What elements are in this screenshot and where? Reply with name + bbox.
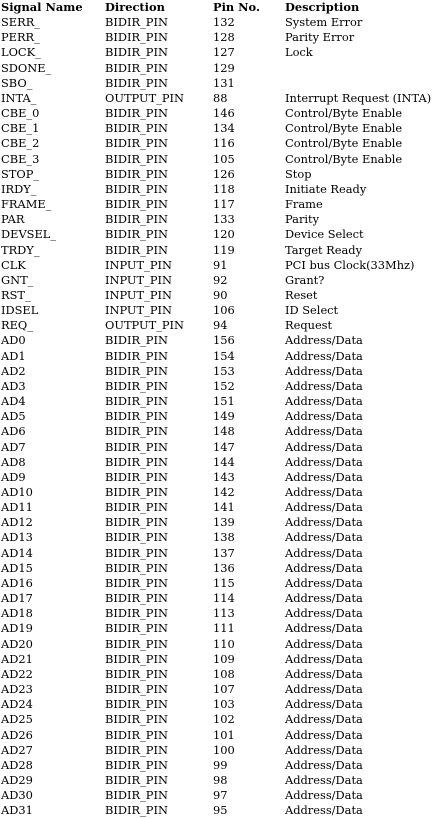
cell-description: Address/Data [285, 469, 363, 484]
cell-signal-name: RST_ [1, 287, 31, 302]
cell-description: Parity Error [285, 30, 355, 45]
cell-description: Address/Data [285, 530, 363, 545]
cell-signal-name: DEVSEL_ [1, 227, 57, 242]
cell-description: System Error [285, 15, 363, 30]
cell-signal-name: SBO_ [1, 75, 33, 90]
cell-signal-name: AD3 [1, 378, 26, 393]
cell-signal-name: AD16 [1, 575, 33, 590]
cell-pin-no: 109 [213, 651, 235, 666]
cell-description: Device Select [285, 227, 364, 242]
cell-signal-name: AD9 [1, 469, 26, 484]
cell-pin-no: 127 [213, 45, 235, 60]
cell-description: Address/Data [285, 485, 363, 499]
cell-description: Address/Data [285, 727, 363, 742]
cell-description: ID Select [285, 303, 339, 318]
cell-signal-name: AD18 [1, 606, 33, 621]
cell-direction: INPUT_PIN [105, 257, 172, 272]
table-row [1, 61, 439, 76]
cell-pin-no: 119 [213, 242, 235, 257]
cell-pin-no: 153 [213, 363, 235, 378]
cell-description: Address/Data [285, 788, 363, 803]
cell-description: Address/Data [285, 682, 363, 697]
cell-pin-no: 94 [213, 318, 228, 333]
cell-description: Address/Data [285, 591, 363, 606]
cell-direction: BIDIR_PIN [105, 803, 168, 818]
cell-pin-no: 108 [213, 666, 235, 681]
cell-pin-no: 126 [213, 166, 235, 181]
table-row [1, 318, 439, 333]
cell-description: Reset [285, 287, 318, 302]
cell-direction: BIDIR_PIN [105, 515, 168, 530]
cell-description: Address/Data [285, 394, 363, 409]
cell-direction: BIDIR_PIN [105, 151, 168, 166]
table-row [1, 243, 439, 258]
cell-signal-name: AD13 [1, 530, 33, 545]
cell-signal-name: AD21 [1, 651, 33, 666]
cell-direction: BIDIR_PIN [105, 333, 168, 348]
cell-direction: BIDIR_PIN [105, 469, 168, 484]
cell-direction: OUTPUT_PIN [105, 318, 185, 333]
cell-pin-no: 118 [213, 181, 235, 196]
table-row [1, 197, 439, 212]
cell-signal-name: AD30 [1, 788, 33, 803]
cell-direction: BIDIR_PIN [105, 697, 168, 712]
cell-pin-no: 114 [213, 591, 235, 606]
cell-signal-name: AD19 [1, 621, 33, 636]
cell-signal-name: AD23 [1, 682, 33, 697]
cell-description: Address/Data [285, 651, 363, 666]
cell-pin-no: 152 [213, 378, 235, 393]
cell-description: Address/Data [285, 636, 363, 651]
cell-description: Address/Data [285, 606, 363, 621]
cell-direction: BIDIR_PIN [105, 30, 168, 45]
cell-direction: BIDIR_PIN [105, 666, 168, 681]
cell-direction: BIDIR_PIN [105, 60, 168, 75]
cell-direction: BIDIR_PIN [105, 75, 168, 90]
cell-signal-name: IRDY_ [1, 181, 37, 196]
cell-signal-name: INTA_ [1, 90, 37, 105]
table-row [1, 485, 439, 500]
cell-signal-name: PERR_ [1, 30, 40, 45]
cell-direction: BIDIR_PIN [105, 15, 168, 30]
cell-description: Address/Data [285, 378, 363, 393]
table-row [1, 424, 439, 439]
cell-direction: BIDIR_PIN [105, 788, 168, 803]
cell-description: Address/Data [285, 454, 363, 469]
cell-direction: BIDIR_PIN [105, 181, 168, 196]
table-row [1, 30, 439, 45]
cell-direction: INPUT_PIN [105, 303, 172, 318]
cell-direction: BIDIR_PIN [105, 227, 168, 242]
table-row [1, 106, 439, 121]
cell-pin-no: 88 [213, 90, 228, 105]
cell-description: Address/Data [285, 348, 363, 363]
table-row [1, 76, 439, 91]
cell-description: Initiate Ready [285, 181, 367, 196]
table-row [1, 152, 439, 167]
cell-pin-no: 139 [213, 515, 235, 530]
cell-direction: INPUT_PIN [105, 272, 172, 287]
table-row [1, 136, 439, 151]
table-row [1, 440, 439, 455]
cell-description: Address/Data [285, 515, 363, 530]
cell-signal-name: AD8 [1, 454, 26, 469]
cell-pin-no: 111 [213, 621, 235, 636]
table-body [1, 15, 439, 818]
table-row [1, 546, 439, 561]
cell-direction: BIDIR_PIN [105, 742, 168, 757]
table-row [1, 273, 439, 288]
cell-pin-no: 141 [213, 500, 235, 515]
cell-description: Interrupt Request (INTA) [285, 90, 432, 105]
cell-description: Parity [285, 212, 320, 227]
cell-description: Target Ready [285, 242, 363, 257]
cell-direction: BIDIR_PIN [105, 106, 168, 121]
cell-description: Control/Byte Enable [285, 136, 403, 151]
cell-description: Address/Data [285, 424, 363, 439]
cell-description [285, 61, 439, 76]
column-header-direction: Direction [105, 0, 165, 14]
cell-direction: BIDIR_PIN [105, 682, 168, 697]
cell-description: Request [285, 318, 333, 333]
table-row [1, 758, 439, 773]
cell-description: Address/Data [285, 666, 363, 681]
cell-pin-no: 129 [213, 60, 235, 75]
cell-pin-no: 148 [213, 424, 235, 439]
cell-signal-name: CBE_3 [1, 151, 40, 166]
cell-description: Address/Data [285, 409, 363, 424]
table-row [1, 652, 439, 667]
cell-direction: BIDIR_PIN [105, 530, 168, 545]
table-row [1, 697, 439, 712]
cell-direction: BIDIR_PIN [105, 378, 168, 393]
cell-pin-no: 136 [213, 560, 235, 575]
cell-direction: BIDIR_PIN [105, 409, 168, 424]
cell-direction: BIDIR_PIN [105, 439, 168, 454]
table-row [1, 349, 439, 364]
cell-signal-name: AD14 [1, 545, 33, 560]
cell-direction: BIDIR_PIN [105, 136, 168, 151]
table-row [1, 258, 439, 273]
cell-description: Stop [285, 166, 312, 181]
cell-direction: BIDIR_PIN [105, 545, 168, 560]
cell-pin-no: 115 [213, 575, 235, 590]
cell-direction: BIDIR_PIN [105, 45, 168, 60]
table-row [1, 773, 439, 788]
cell-signal-name: SDONE_ [1, 60, 52, 75]
table-row [1, 470, 439, 485]
cell-signal-name: AD20 [1, 636, 33, 651]
table-row [1, 15, 439, 30]
cell-pin-no: 143 [213, 469, 235, 484]
table-row [1, 303, 439, 318]
cell-pin-no: 98 [213, 772, 228, 787]
cell-description: Control/Byte Enable [285, 151, 403, 166]
cell-description: Address/Data [285, 545, 363, 560]
table-row [1, 803, 439, 818]
cell-description: Address/Data [285, 363, 363, 378]
cell-pin-no: 149 [213, 409, 235, 424]
table-row [1, 455, 439, 470]
cell-description: Control/Byte Enable [285, 121, 403, 136]
cell-signal-name: AD31 [1, 803, 33, 818]
cell-signal-name: CBE_1 [1, 121, 40, 136]
column-header-signal-name: Signal Name [1, 0, 83, 14]
cell-signal-name: AD7 [1, 439, 26, 454]
cell-description: Address/Data [285, 621, 363, 636]
cell-pin-no: 154 [213, 348, 235, 363]
cell-pin-no: 137 [213, 545, 235, 560]
cell-pin-no: 107 [213, 682, 235, 697]
table-row [1, 364, 439, 379]
cell-pin-no: 102 [213, 712, 235, 727]
cell-description [285, 76, 439, 91]
cell-pin-no: 151 [213, 394, 235, 409]
pin-table [1, 0, 439, 818]
cell-signal-name: LOCK_ [1, 45, 41, 60]
cell-pin-no: 103 [213, 697, 235, 712]
cell-description: Grant? [285, 272, 325, 287]
cell-signal-name: AD4 [1, 394, 26, 409]
table-row [1, 515, 439, 530]
cell-direction: BIDIR_PIN [105, 424, 168, 439]
cell-signal-name: AD25 [1, 712, 33, 727]
table-row [1, 667, 439, 682]
cell-direction: BIDIR_PIN [105, 500, 168, 515]
table-row [1, 182, 439, 197]
cell-signal-name: CBE_2 [1, 136, 40, 151]
table-header-row [1, 0, 439, 15]
cell-pin-no: 101 [213, 727, 235, 742]
table-row [1, 394, 439, 409]
cell-description: PCI bus Clock(33Mhz) [285, 257, 415, 272]
cell-description: Address/Data [285, 697, 363, 712]
cell-signal-name: CLK [1, 257, 26, 272]
cell-direction: BIDIR_PIN [105, 757, 168, 772]
cell-direction: BIDIR_PIN [105, 772, 168, 787]
cell-signal-name: AD26 [1, 727, 33, 742]
cell-pin-no: 147 [213, 439, 235, 454]
cell-direction: BIDIR_PIN [105, 606, 168, 621]
cell-pin-no: 132 [213, 15, 235, 30]
cell-pin-no: 117 [213, 197, 235, 212]
table-row [1, 637, 439, 652]
cell-pin-no: 99 [213, 757, 228, 772]
cell-direction: BIDIR_PIN [105, 394, 168, 409]
cell-direction: BIDIR_PIN [105, 363, 168, 378]
cell-direction: BIDIR_PIN [105, 651, 168, 666]
cell-pin-no: 97 [213, 788, 228, 803]
cell-signal-name: AD27 [1, 742, 33, 757]
cell-pin-no: 106 [213, 303, 235, 318]
table-row [1, 212, 439, 227]
cell-description: Address/Data [285, 772, 363, 787]
cell-pin-no: 110 [213, 636, 235, 651]
table-row [1, 500, 439, 515]
table-row [1, 91, 439, 106]
cell-pin-no: 142 [213, 485, 235, 499]
table-row [1, 606, 439, 621]
table-row [1, 121, 439, 136]
table-row [1, 333, 439, 348]
cell-signal-name: AD24 [1, 697, 33, 712]
cell-description: Address/Data [285, 712, 363, 727]
cell-pin-no: 100 [213, 742, 235, 757]
table-row [1, 409, 439, 424]
cell-signal-name: STOP_ [1, 166, 40, 181]
table-row [1, 530, 439, 545]
cell-direction: INPUT_PIN [105, 287, 172, 302]
cell-pin-no: 105 [213, 151, 235, 166]
cell-signal-name: AD6 [1, 424, 26, 439]
table-row [1, 712, 439, 727]
cell-pin-no: 120 [213, 227, 235, 242]
cell-pin-no: 156 [213, 333, 235, 348]
cell-direction: BIDIR_PIN [105, 212, 168, 227]
cell-description: Address/Data [285, 333, 363, 348]
cell-description: Address/Data [285, 742, 363, 757]
cell-direction: BIDIR_PIN [105, 560, 168, 575]
cell-signal-name: AD28 [1, 757, 33, 772]
cell-description: Lock [285, 45, 313, 60]
cell-signal-name: AD15 [1, 560, 33, 575]
cell-description: Address/Data [285, 560, 363, 575]
cell-signal-name: IDSEL [1, 303, 39, 318]
table-row [1, 379, 439, 394]
cell-direction: BIDIR_PIN [105, 121, 168, 136]
cell-signal-name: AD12 [1, 515, 33, 530]
column-header-description: Description [285, 0, 360, 14]
cell-direction: BIDIR_PIN [105, 575, 168, 590]
cell-direction: BIDIR_PIN [105, 621, 168, 636]
cell-pin-no: 146 [213, 106, 235, 121]
cell-signal-name: AD11 [1, 500, 33, 515]
table-row [1, 45, 439, 60]
cell-direction: BIDIR_PIN [105, 348, 168, 363]
cell-direction: BIDIR_PIN [105, 636, 168, 651]
cell-signal-name: SERR_ [1, 15, 40, 30]
table-row [1, 682, 439, 697]
cell-pin-no: 138 [213, 530, 235, 545]
cell-signal-name: REQ_ [1, 318, 33, 333]
cell-pin-no: 128 [213, 30, 235, 45]
cell-direction: BIDIR_PIN [105, 166, 168, 181]
cell-description: Address/Data [285, 500, 363, 515]
cell-signal-name: AD5 [1, 409, 26, 424]
cell-pin-no: 113 [213, 606, 235, 621]
cell-direction: BIDIR_PIN [105, 242, 168, 257]
cell-pin-no: 131 [213, 75, 235, 90]
cell-signal-name: PAR [1, 212, 25, 227]
cell-pin-no: 90 [213, 287, 228, 302]
cell-signal-name: AD2 [1, 363, 26, 378]
cell-signal-name: AD29 [1, 772, 33, 787]
table-row [1, 743, 439, 758]
cell-description: Control/Byte Enable [285, 106, 403, 121]
cell-signal-name: GNT_ [1, 272, 34, 287]
cell-description: Frame [285, 197, 323, 212]
table-row [1, 591, 439, 606]
cell-direction: BIDIR_PIN [105, 197, 168, 212]
cell-direction: BIDIR_PIN [105, 712, 168, 727]
cell-signal-name: AD0 [1, 333, 26, 348]
cell-direction: BIDIR_PIN [105, 591, 168, 606]
column-header-pin-no: Pin No. [213, 0, 260, 14]
cell-pin-no: 134 [213, 121, 235, 136]
cell-pin-no: 144 [213, 454, 235, 469]
cell-signal-name: TRDY_ [1, 242, 40, 257]
cell-signal-name: AD10 [1, 485, 33, 499]
cell-direction: BIDIR_PIN [105, 485, 168, 499]
cell-description: Address/Data [285, 803, 363, 818]
table-row [1, 728, 439, 743]
cell-pin-no: 91 [213, 257, 228, 272]
table-row [1, 788, 439, 803]
cell-direction: BIDIR_PIN [105, 727, 168, 742]
cell-description: Address/Data [285, 757, 363, 772]
cell-signal-name: AD1 [1, 348, 26, 363]
cell-signal-name: AD17 [1, 591, 33, 606]
cell-pin-no: 92 [213, 272, 228, 287]
table-row [1, 576, 439, 591]
table-row [1, 167, 439, 182]
table-row [1, 621, 439, 636]
cell-direction: OUTPUT_PIN [105, 90, 185, 105]
cell-pin-no: 133 [213, 212, 235, 227]
cell-signal-name: AD22 [1, 666, 33, 681]
table-row [1, 561, 439, 576]
cell-description: Address/Data [285, 575, 363, 590]
cell-direction: BIDIR_PIN [105, 454, 168, 469]
cell-pin-no: 116 [213, 136, 235, 151]
cell-signal-name: FRAME_ [1, 197, 52, 212]
cell-description: Address/Data [285, 439, 363, 454]
cell-signal-name: CBE_0 [1, 106, 40, 121]
table-row [1, 288, 439, 303]
cell-pin-no: 95 [213, 803, 228, 818]
table-row [1, 227, 439, 242]
